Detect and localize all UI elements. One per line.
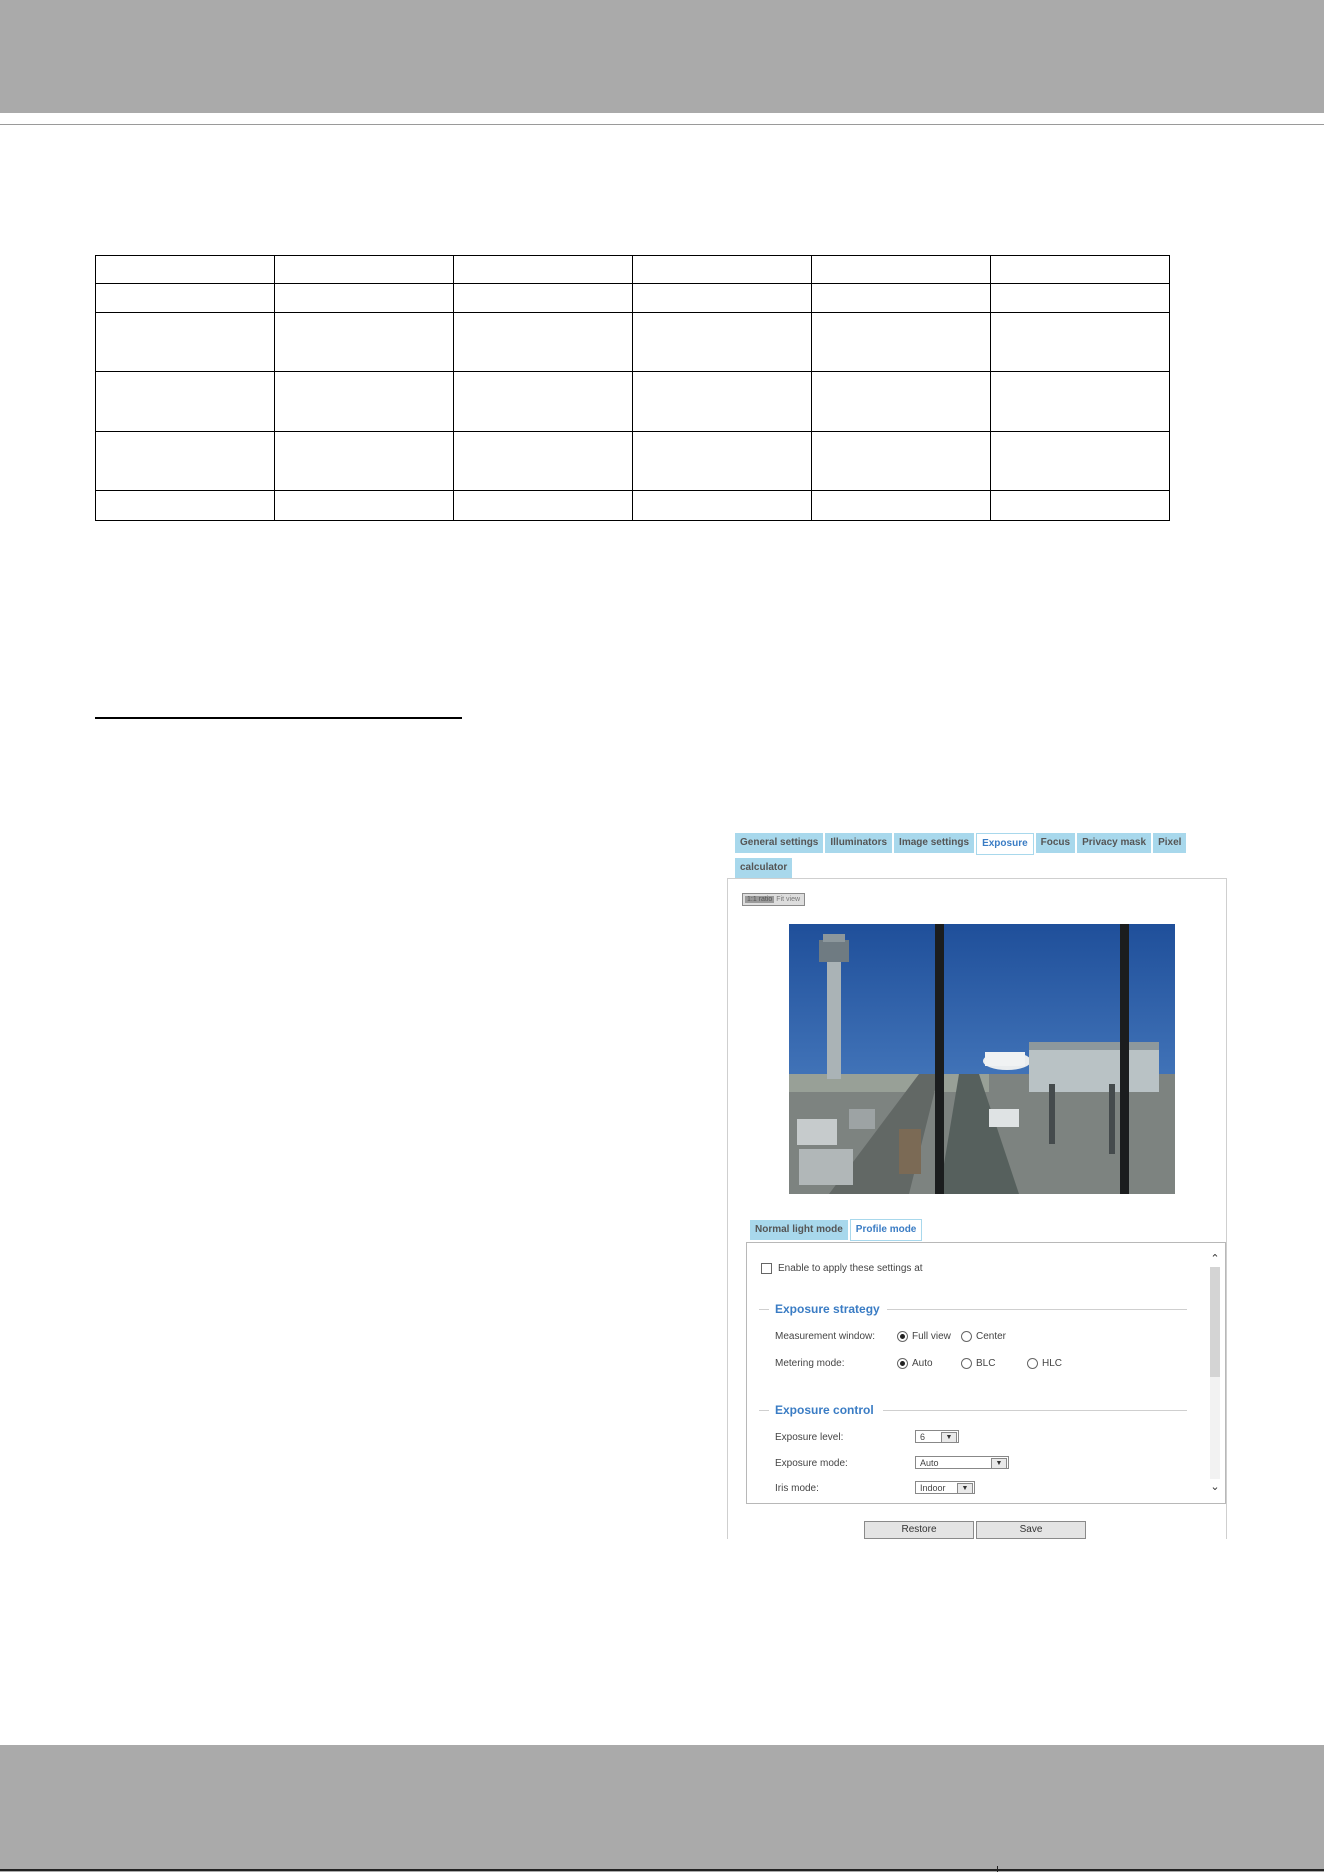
header-divider [0, 124, 1324, 125]
table-row [96, 313, 1170, 372]
page-header-band [0, 0, 1324, 113]
radio-center[interactable] [961, 1331, 972, 1342]
exposure-mode-label: Exposure mode: [775, 1458, 848, 1469]
tab-illuminators[interactable]: Illuminators [825, 833, 892, 853]
tab-normal-light-mode[interactable]: Normal light mode [750, 1220, 848, 1240]
parameter-table [95, 255, 1170, 521]
exposure-level-label: Exposure level: [775, 1432, 844, 1443]
enable-row [761, 1263, 923, 1274]
iris-mode-label: Iris mode: [775, 1483, 819, 1494]
tab-profile-mode[interactable]: Profile mode [850, 1219, 923, 1241]
exposure-control-legend: Exposure control [775, 1403, 874, 1417]
chevron-down-icon: ▼ [941, 1432, 957, 1443]
tab-privacy-mask[interactable]: Privacy mask [1077, 833, 1151, 853]
enable-checkbox[interactable] [761, 1263, 772, 1274]
radio-full-view[interactable] [897, 1331, 908, 1342]
enable-label: Enable to apply these settings at [778, 1263, 923, 1275]
scroll-thumb[interactable] [1210, 1267, 1220, 1377]
tab-focus[interactable]: Focus [1036, 833, 1075, 853]
restore-button[interactable]: Restore [864, 1521, 974, 1539]
radio-blc[interactable] [961, 1358, 972, 1369]
tab-exposure[interactable]: Exposure [976, 833, 1034, 855]
chevron-down-icon: ▼ [957, 1483, 973, 1494]
tab-pixel[interactable]: Pixel [1153, 833, 1186, 853]
exposure-settings-screenshot [727, 830, 1227, 1540]
table-row [96, 432, 1170, 491]
radio-hlc[interactable] [1027, 1358, 1038, 1369]
exposure-mode-select[interactable]: Auto ▼ [915, 1456, 1009, 1469]
table-row [96, 372, 1170, 432]
mode-tabs [750, 1219, 924, 1241]
scroll-up-icon[interactable]: ⌃ [1210, 1253, 1220, 1265]
footer-rule [0, 1869, 1324, 1871]
table-row [96, 256, 1170, 284]
exposure-strategy-legend: Exposure strategy [775, 1302, 880, 1316]
profile-settings-box [746, 1242, 1226, 1504]
iris-mode-select[interactable]: Indoor ▼ [915, 1481, 975, 1494]
fit-view-option[interactable]: Fit view [776, 896, 801, 903]
tab-image-settings[interactable]: Image settings [894, 833, 974, 853]
save-button[interactable]: Save [976, 1521, 1086, 1539]
metering-blc-option[interactable]: BLC [961, 1358, 995, 1369]
view-ratio-toggle[interactable] [742, 893, 805, 906]
measurement-label: Measurement window: [775, 1331, 876, 1342]
metering-hlc-option[interactable]: HLC [1027, 1358, 1062, 1369]
table-row [96, 284, 1170, 313]
page-footer-band [0, 1745, 1324, 1872]
tab-calculator[interactable]: calculator [735, 858, 792, 878]
metering-auto-option[interactable]: Auto [897, 1358, 933, 1369]
table-row [96, 491, 1170, 521]
metering-label: Metering mode: [775, 1358, 845, 1369]
measurement-full-view-option[interactable]: Full view [897, 1331, 951, 1342]
tab-general-settings[interactable]: General settings [735, 833, 823, 853]
settings-tabs [735, 833, 1225, 881]
settings-content [727, 878, 1227, 1539]
footer-tick [997, 1866, 998, 1872]
ratio-1-1-option[interactable]: 1:1 ratio [747, 896, 773, 903]
section-heading-underline [95, 717, 462, 719]
scroll-down-icon[interactable]: ⌄ [1210, 1481, 1220, 1493]
measurement-center-option[interactable]: Center [961, 1331, 1006, 1342]
exposure-level-select[interactable]: 6 ▼ [915, 1430, 959, 1443]
live-view-image [789, 924, 1175, 1194]
radio-auto[interactable] [897, 1358, 908, 1369]
chevron-down-icon: ▼ [991, 1458, 1007, 1469]
settings-scrollbar[interactable] [1209, 1253, 1221, 1493]
